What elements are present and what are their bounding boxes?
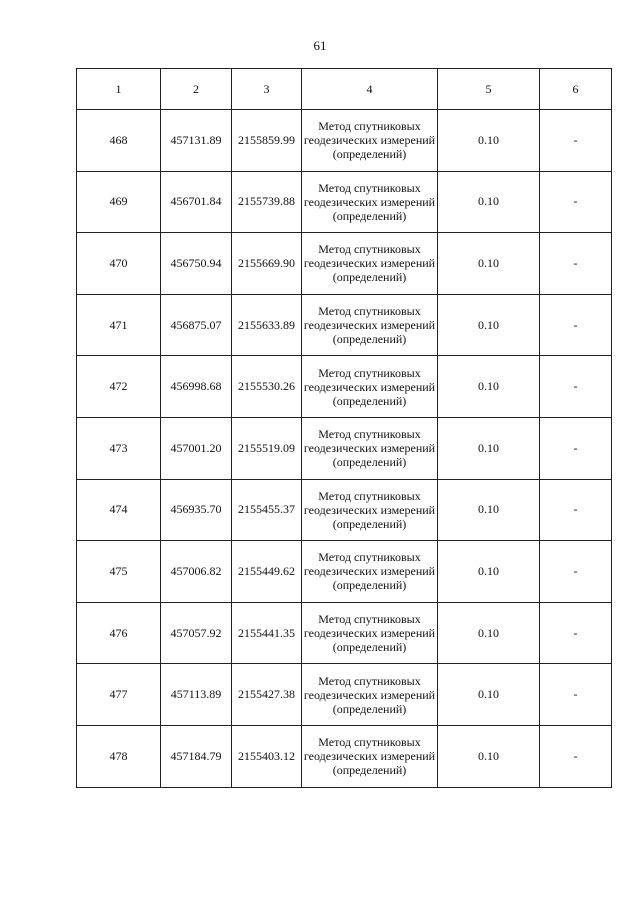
accuracy-cell: 0.10: [438, 479, 540, 541]
point-number-cell: 477: [77, 664, 161, 726]
note-cell: -: [540, 356, 612, 418]
table-row: [77, 541, 612, 603]
x-coordinate-cell: 456701.84: [161, 171, 232, 233]
table-row: [77, 110, 612, 172]
method-cell: Метод спутниковых геодезических измерений (определений): [302, 541, 438, 603]
column-header: 1: [77, 69, 161, 110]
x-coordinate-cell: 457113.89: [161, 664, 232, 726]
note-cell: -: [540, 664, 612, 726]
column-header: 5: [438, 69, 540, 110]
column-header: 4: [302, 69, 438, 110]
method-cell: Метод спутниковых геодезических измерений (определений): [302, 171, 438, 233]
note-cell: -: [540, 233, 612, 295]
y-coordinate-cell: 2155519.09: [232, 417, 302, 479]
y-coordinate-cell: 2155403.12: [232, 725, 302, 787]
accuracy-cell: 0.10: [438, 417, 540, 479]
x-coordinate-cell: 456750.94: [161, 233, 232, 295]
method-cell: Метод спутниковых геодезических измерений (определений): [302, 294, 438, 356]
y-coordinate-cell: 2155739.88: [232, 171, 302, 233]
accuracy-cell: 0.10: [438, 294, 540, 356]
note-cell: -: [540, 541, 612, 603]
note-cell: -: [540, 725, 612, 787]
table-row: [77, 171, 612, 233]
table-header-row: [77, 69, 612, 110]
y-coordinate-cell: 2155449.62: [232, 541, 302, 603]
method-cell: Метод спутниковых геодезических измерений (определений): [302, 602, 438, 664]
accuracy-cell: 0.10: [438, 110, 540, 172]
x-coordinate-cell: 457001.20: [161, 417, 232, 479]
note-cell: -: [540, 417, 612, 479]
x-coordinate-cell: 457131.89: [161, 110, 232, 172]
accuracy-cell: 0.10: [438, 541, 540, 603]
accuracy-cell: 0.10: [438, 664, 540, 726]
note-cell: -: [540, 479, 612, 541]
table-row: [77, 725, 612, 787]
note-cell: -: [540, 110, 612, 172]
page-number: 61: [313, 38, 327, 53]
point-number-cell: 473: [77, 417, 161, 479]
note-cell: -: [540, 171, 612, 233]
point-number-cell: 469: [77, 171, 161, 233]
method-cell: Метод спутниковых геодезических измерений (определений): [302, 664, 438, 726]
y-coordinate-cell: 2155859.99: [232, 110, 302, 172]
point-number-cell: 470: [77, 233, 161, 295]
y-coordinate-cell: 2155633.89: [232, 294, 302, 356]
x-coordinate-cell: 457184.79: [161, 725, 232, 787]
method-cell: Метод спутниковых геодезических измерений (определений): [302, 417, 438, 479]
column-header: 6: [540, 69, 612, 110]
column-header: 2: [161, 69, 232, 110]
method-cell: Метод спутниковых геодезических измерений (определений): [302, 479, 438, 541]
x-coordinate-cell: 456935.70: [161, 479, 232, 541]
method-cell: Метод спутниковых геодезических измерений (определений): [302, 725, 438, 787]
y-coordinate-cell: 2155669.90: [232, 233, 302, 295]
x-coordinate-cell: 456998.68: [161, 356, 232, 418]
accuracy-cell: 0.10: [438, 602, 540, 664]
point-number-cell: 468: [77, 110, 161, 172]
method-cell: Метод спутниковых геодезических измерений (определений): [302, 356, 438, 418]
table-row: [77, 602, 612, 664]
x-coordinate-cell: 457006.82: [161, 541, 232, 603]
point-number-cell: 476: [77, 602, 161, 664]
method-cell: Метод спутниковых геодезических измерений (определений): [302, 233, 438, 295]
point-number-cell: 478: [77, 725, 161, 787]
y-coordinate-cell: 2155455.37: [232, 479, 302, 541]
point-number-cell: 472: [77, 356, 161, 418]
accuracy-cell: 0.10: [438, 233, 540, 295]
y-coordinate-cell: 2155441.35: [232, 602, 302, 664]
table-row: [77, 417, 612, 479]
table-row: [77, 664, 612, 726]
note-cell: -: [540, 602, 612, 664]
point-number-cell: 474: [77, 479, 161, 541]
x-coordinate-cell: 457057.92: [161, 602, 232, 664]
method-cell: Метод спутниковых геодезических измерений (определений): [302, 110, 438, 172]
accuracy-cell: 0.10: [438, 725, 540, 787]
x-coordinate-cell: 456875.07: [161, 294, 232, 356]
note-cell: -: [540, 294, 612, 356]
column-header: 3: [232, 69, 302, 110]
coordinates-table: [76, 68, 612, 788]
table-row: [77, 356, 612, 418]
y-coordinate-cell: 2155530.26: [232, 356, 302, 418]
point-number-cell: 475: [77, 541, 161, 603]
accuracy-cell: 0.10: [438, 356, 540, 418]
table-row: [77, 233, 612, 295]
table-row: [77, 479, 612, 541]
y-coordinate-cell: 2155427.38: [232, 664, 302, 726]
table-row: [77, 294, 612, 356]
point-number-cell: 471: [77, 294, 161, 356]
accuracy-cell: 0.10: [438, 171, 540, 233]
